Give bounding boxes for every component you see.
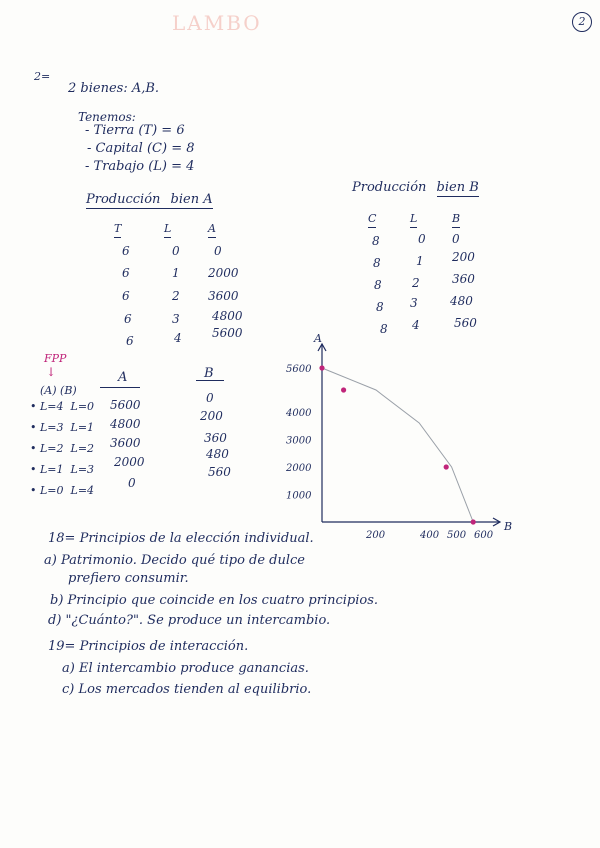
prod-b-header-l: L xyxy=(410,212,417,228)
prod-b-row: 8 xyxy=(376,300,384,314)
prod-a-title-2: bien A xyxy=(170,192,213,207)
fpp-header-underline xyxy=(196,380,224,381)
y-tick-label: 1000 xyxy=(286,490,312,502)
prod-a-row: 0 xyxy=(172,244,180,258)
exercise-number: 2= xyxy=(34,70,51,83)
fpp-value-b: 360 xyxy=(204,431,227,445)
prod-a-row: 2000 xyxy=(208,266,239,280)
prod-b-row: 4 xyxy=(412,318,420,332)
resource-labor: - Trabajo (L) = 4 xyxy=(85,159,195,174)
prod-b-row: 2 xyxy=(412,276,420,290)
prod-b-row: 8 xyxy=(380,322,388,336)
fpp-value-a: 4800 xyxy=(110,417,141,431)
resource-capital: - Capital (C) = 8 xyxy=(87,141,195,156)
prod-b-row: 0 xyxy=(452,232,460,246)
resources-label: Tenemos: xyxy=(78,110,136,124)
prod-b-title-2: bien B xyxy=(436,180,479,195)
fpp-point xyxy=(444,464,449,469)
faded-stamp: LAMBO xyxy=(172,11,262,35)
fpp-value-a: 3600 xyxy=(110,436,141,450)
prod-a-row: 1 xyxy=(172,266,180,280)
fpp-row: • L=2 L=2 xyxy=(30,442,95,455)
prod-b-row: 480 xyxy=(450,294,473,308)
prod-a-row: 4 xyxy=(174,331,182,345)
fpp-value-a: 2000 xyxy=(114,455,145,469)
prod-a-title xyxy=(86,193,213,209)
prod-a-header-a: A xyxy=(208,222,216,238)
x-tick-label: 600 xyxy=(474,530,494,541)
fpp-row: • L=0 L=4 xyxy=(30,484,95,497)
fpp-header-l: (A) (B) xyxy=(40,384,77,397)
prod-b-header-b: B xyxy=(452,212,460,228)
q18-a-cont: prefiero consumir. xyxy=(68,571,189,586)
y-tick-label: 5600 xyxy=(286,364,312,375)
y-tick-label: 3000 xyxy=(286,435,312,447)
prod-b-row: 3 xyxy=(410,296,418,310)
y-axis-label: A xyxy=(314,332,322,345)
y-axis-arrow-icon xyxy=(318,344,326,351)
fpp-value-b: 200 xyxy=(200,409,223,423)
down-arrow-icon: ↓ xyxy=(46,365,57,379)
prod-b-header-c: C xyxy=(368,212,376,228)
prod-b-row: 1 xyxy=(416,254,424,268)
prod-b-row: 8 xyxy=(374,278,382,292)
prod-a-header-t: T xyxy=(114,222,121,238)
fpp-row: • L=3 L=1 xyxy=(30,421,95,434)
prod-a-row: 4800 xyxy=(212,309,243,323)
y-tick-label: 4000 xyxy=(286,408,312,419)
prod-a-row: 6 xyxy=(126,334,134,348)
fpp-header-a: A xyxy=(118,370,128,385)
fpp-point xyxy=(471,519,476,524)
prod-b-title xyxy=(352,181,479,195)
fpp-value-b: 0 xyxy=(206,391,214,405)
q18-b: b) Principio que coincide en los cuatro principios. xyxy=(50,593,379,608)
fpp-value-a: 0 xyxy=(128,476,136,490)
page-number: 2 xyxy=(572,12,592,32)
q18-d: d) "¿Cuánto?". Se produce un intercambio. xyxy=(48,613,331,628)
prod-b-row: 360 xyxy=(452,272,475,286)
prod-a-header-l: L xyxy=(164,222,171,238)
prod-a-row: 6 xyxy=(124,312,132,326)
q19-title: 19= Principios de interacción. xyxy=(48,639,249,654)
x-axis-arrow-icon xyxy=(493,518,500,526)
prod-a-title-1: Producción xyxy=(86,192,161,207)
prod-a-row: 3 xyxy=(172,312,180,326)
fpp-row: • L=1 L=3 xyxy=(30,463,95,476)
fpp-value-a: 5600 xyxy=(110,398,141,412)
q19-a: a) El intercambio produce ganancias. xyxy=(62,661,309,676)
prod-b-row: 560 xyxy=(454,316,477,330)
fpp-value-b: 560 xyxy=(208,465,231,479)
q18-title: 18= Principios de la elección individual. xyxy=(48,531,314,546)
resource-land: - Tierra (T) = 6 xyxy=(85,123,185,138)
fpp-point xyxy=(341,387,346,392)
y-tick-label: 2000 xyxy=(286,463,312,474)
q18-a: a) Patrimonio. Decido qué tipo de dulce xyxy=(44,553,306,568)
fpp-header-b: B xyxy=(204,366,214,381)
x-axis-label: B xyxy=(504,520,513,533)
goods-statement: 2 bienes: A,B. xyxy=(68,81,160,96)
prod-a-row: 5600 xyxy=(212,326,243,340)
q19-c: c) Los mercados tienden al equilibrio. xyxy=(62,682,312,697)
prod-b-row: 200 xyxy=(452,250,475,264)
prod-b-row: 0 xyxy=(418,232,426,246)
fpp-row: • L=4 L=0 xyxy=(30,400,95,413)
prod-b-row: 8 xyxy=(373,256,381,270)
prod-a-row: 2 xyxy=(172,289,180,303)
prod-a-row: 0 xyxy=(214,244,222,258)
prod-a-row: 6 xyxy=(122,244,130,258)
prod-a-row: 3600 xyxy=(208,289,239,303)
x-tick-label: 400 xyxy=(420,530,440,541)
fpp-value-b: 480 xyxy=(206,447,229,461)
fpp-point xyxy=(319,365,324,370)
fpp-curve xyxy=(322,368,473,522)
fpp-label: FPP xyxy=(44,352,67,365)
prod-b-title-1: Producción xyxy=(352,180,427,195)
prod-a-row: 6 xyxy=(122,289,130,303)
x-tick-label: 500 xyxy=(447,530,467,541)
prod-b-row: 8 xyxy=(372,234,380,248)
x-tick-label: 200 xyxy=(366,530,386,541)
prod-a-row: 6 xyxy=(122,266,130,280)
fpp-header-underline xyxy=(100,387,140,388)
